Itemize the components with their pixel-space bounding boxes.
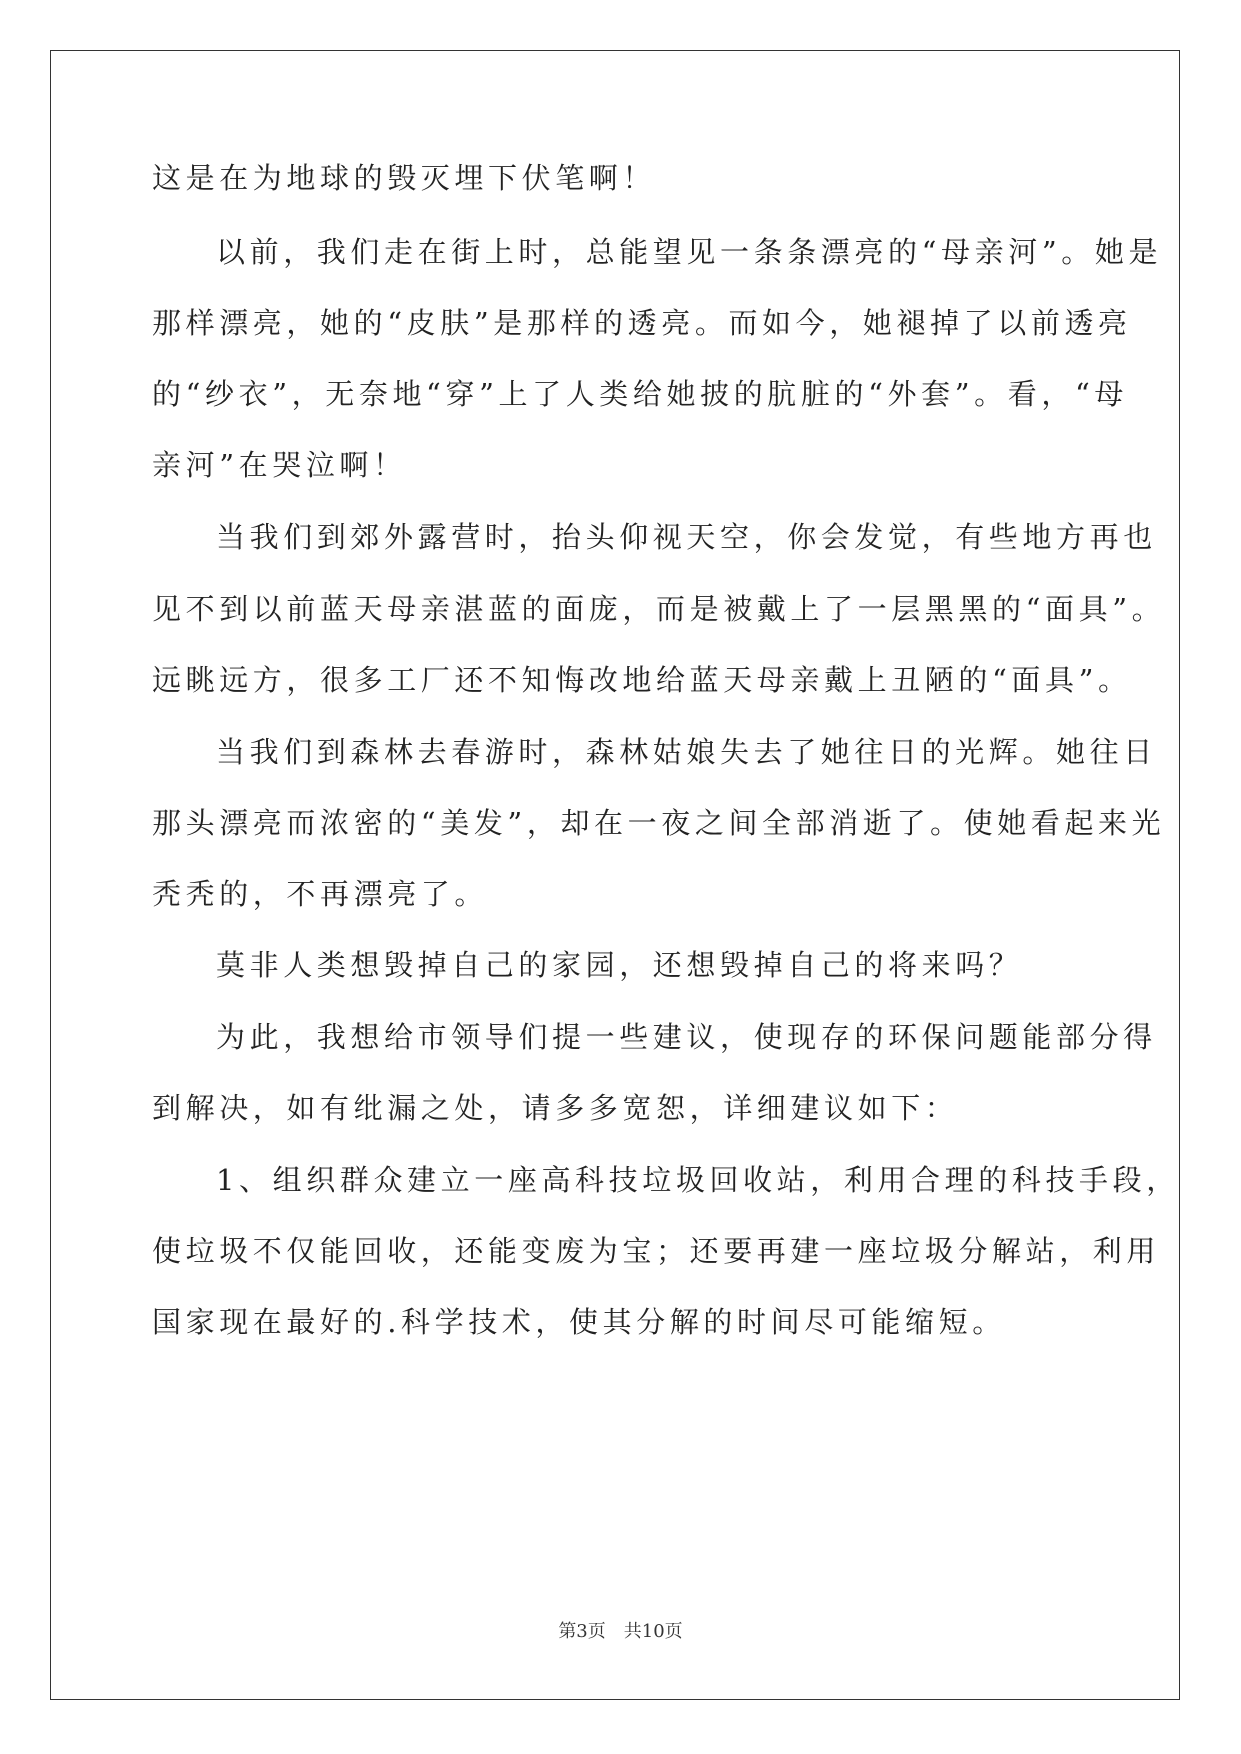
paragraph-start-line: 当我们到森林去春游时，森林姑娘失去了她往日的光辉。她往日 (216, 735, 1157, 769)
page-number-footer: 第3页 共10页 (558, 1621, 683, 1642)
paragraph-start-line: 当我们到郊外露营时，抬头仰视天空，你会发觉，有些地方再也 (216, 520, 1157, 554)
text-line: 使垃圾不仅能回收，还能变废为宝；还要再建一座垃圾分解站，利用 (152, 1234, 1161, 1268)
text-line: 远眺远方，很多工厂还不知悔改地给蓝天母亲戴上丑陋的“面具”。 (152, 663, 1132, 697)
text-line: 那头漂亮而浓密的“美发”，却在一夜之间全部消逝了。使她看起来光 (152, 806, 1166, 840)
text-line: 秃秃的，不再漂亮了。 (152, 877, 489, 911)
paragraph-start-line: 以前，我们走在街上时，总能望见一条条漂亮的“母亲河”。她是 (216, 235, 1163, 269)
text-line: 的“纱衣”，无奈地“穿”上了人类给她披的肮脏的“外套”。看，“母 (152, 377, 1128, 411)
paragraph-start-line: 1、组织群众建立一座高科技垃圾回收站，利用合理的科技手段， (216, 1163, 1180, 1197)
text-line: 到解决，如有纰漏之处，请多多宽恕，详细建议如下： (152, 1091, 959, 1125)
paragraph-start-line: 为此，我想给市领导们提一些建议，使现存的环保问题能部分得 (216, 1020, 1157, 1054)
text-line: 那样漂亮，她的“皮肤”是那样的透亮。而如今，她褪掉了以前透亮 (152, 306, 1132, 340)
text-line: 国家现在最好的.科学技术，使其分解的时间尽可能缩短。 (152, 1305, 1006, 1339)
text-line: 亲河”在哭泣啊！ (152, 448, 407, 482)
text-line: 这是在为地球的毁灭埋下伏笔啊！ (152, 161, 657, 195)
text-line: 见不到以前蓝天母亲湛蓝的面庞，而是被戴上了一层黑黑的“面具”。 (152, 592, 1166, 626)
paragraph-start-line: 莫非人类想毁掉自己的家园，还想毁掉自己的将来吗？ (216, 948, 1023, 982)
